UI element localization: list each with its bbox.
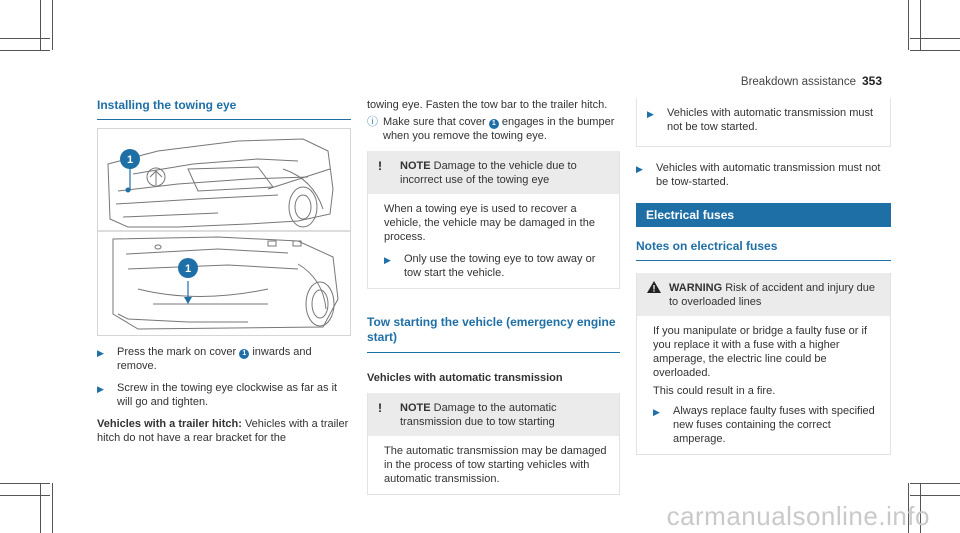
crop-mark: [0, 483, 50, 484]
crop-mark: [0, 495, 50, 496]
step-arrow-icon: ▶: [653, 407, 660, 417]
callout-dot: [126, 188, 131, 193]
info-icon: ⓘ: [367, 116, 378, 128]
list-item: [636, 161, 891, 189]
note-body: [368, 436, 619, 494]
towing-eye-illustration: [97, 128, 351, 336]
step-arrow-icon: ▶: [384, 255, 391, 265]
list-item: [647, 106, 880, 134]
step-text: [117, 345, 351, 373]
middle-column: [367, 98, 620, 495]
note-head-text: Damage to the automatic transmission due to tow starting: [400, 402, 557, 428]
warning-body-text: This could result in a fire.: [653, 385, 776, 397]
step-text-part: inwards and remove.: [117, 346, 312, 372]
section-heading: Tow starting the vehicle (emergency engine start): [367, 315, 616, 344]
crop-mark: [910, 50, 960, 51]
trailer-label: Vehicles with a trailer hitch:: [97, 418, 242, 430]
step-arrow-icon: ▶: [97, 384, 104, 394]
crop-mark: [0, 38, 50, 39]
note-box: [367, 393, 620, 495]
info-text-part: Make sure that cover: [383, 116, 486, 128]
warning-header: [637, 273, 890, 316]
callout-marker-1: 1: [489, 119, 499, 129]
step-text: Vehicles with automatic transmission must not be tow-started.: [656, 162, 881, 188]
crop-mark: [910, 495, 960, 496]
page-number: 353: [861, 74, 882, 88]
trailer-hitch-paragraph: [97, 417, 351, 445]
list-item: [97, 381, 351, 409]
info-note: [367, 115, 620, 143]
heading-rule: [367, 352, 620, 353]
heading-rule: [636, 260, 891, 261]
note-box: [367, 151, 620, 289]
callout-label: 1: [184, 263, 192, 275]
step-arrow-icon: ▶: [97, 348, 104, 358]
section-title: Breakdown assistance: [740, 76, 856, 88]
callout-label: 1: [126, 154, 134, 166]
note-body: [368, 194, 619, 288]
step-text: Screw in the towing eye clockwise as far as it will go and tighten.: [117, 382, 338, 408]
crop-mark: [40, 0, 41, 50]
step-text: Always replace faulty fuses with specified new fuses containing the correct amperage.: [673, 405, 875, 445]
left-steps: [97, 345, 351, 445]
crop-mark: [40, 483, 41, 533]
info-text-part: engages in the bumper when you remove the towing eye.: [383, 116, 615, 142]
note-box-continued: [636, 98, 891, 147]
note-header: [368, 151, 619, 194]
step-text: Only use the towing eye to tow away or tow start the vehicle.: [404, 253, 596, 279]
step-text: Vehicles with automatic transmission must not be tow started.: [667, 107, 874, 133]
page-header: [741, 74, 882, 88]
section-heading: Installing the towing eye: [97, 98, 237, 112]
note-head-text: Damage to the vehicle due to incorrect use of the towing eye: [400, 160, 577, 186]
notice-icon: !: [378, 401, 382, 415]
warning-body-text: If you manipulate or bridge a faulty fuse or if you replace it with a fuse with a higher amperage, the electric line could be overloaded.: [653, 325, 868, 379]
crop-mark: [0, 50, 50, 51]
crop-mark: [910, 38, 960, 39]
note-title: [400, 159, 609, 187]
warning-icon: [647, 281, 669, 309]
heading-rule: [97, 119, 351, 120]
step-text-part: Press the mark on cover: [117, 346, 237, 358]
step-arrow-icon: ▶: [636, 164, 643, 174]
note-label: NOTE: [400, 160, 431, 172]
note-title: [400, 401, 609, 429]
note-header: [368, 393, 619, 436]
section-bar: Electrical fuses: [636, 203, 891, 227]
crop-mark: [52, 0, 53, 50]
right-column: [636, 98, 891, 455]
callout-pointer: [184, 297, 192, 304]
subheading: Vehicles with automatic transmission: [367, 372, 563, 384]
continued-text: towing eye. Fasten the tow bar to the trailer hitch.: [367, 99, 608, 111]
warning-title: [669, 281, 880, 309]
crop-mark: [908, 0, 909, 50]
warning-box: [636, 273, 891, 455]
note-body-text: The automatic transmission may be damaged in the process of tow starting vehicles with automatic transmission.: [384, 445, 607, 485]
warning-head-text: Risk of accident and injury due to overloaded lines: [669, 282, 876, 308]
car-drawing: [98, 129, 350, 335]
info-text: [383, 115, 620, 143]
trailer-text: Vehicles with a trailer hitch do not have a rear bracket for the: [97, 418, 349, 444]
step-arrow-icon: ▶: [647, 109, 654, 119]
notice-icon: !: [378, 159, 382, 173]
warning-body: [637, 316, 890, 454]
section-heading: Notes on electrical fuses: [636, 239, 778, 253]
list-item: [97, 345, 351, 373]
list-item: [384, 252, 609, 280]
callout-marker-1: 1: [239, 349, 249, 359]
watermark: carmanualsonline.info: [666, 501, 930, 531]
crop-mark: [910, 483, 960, 484]
crop-mark: [920, 0, 921, 50]
list-item: [653, 404, 880, 446]
note-body-text: When a towing eye is used to recover a vehicle, the vehicle may be damaged in the process.: [384, 203, 595, 243]
note-label: NOTE: [400, 402, 431, 414]
warning-label: WARNING: [669, 282, 723, 294]
crop-mark: [52, 483, 53, 533]
